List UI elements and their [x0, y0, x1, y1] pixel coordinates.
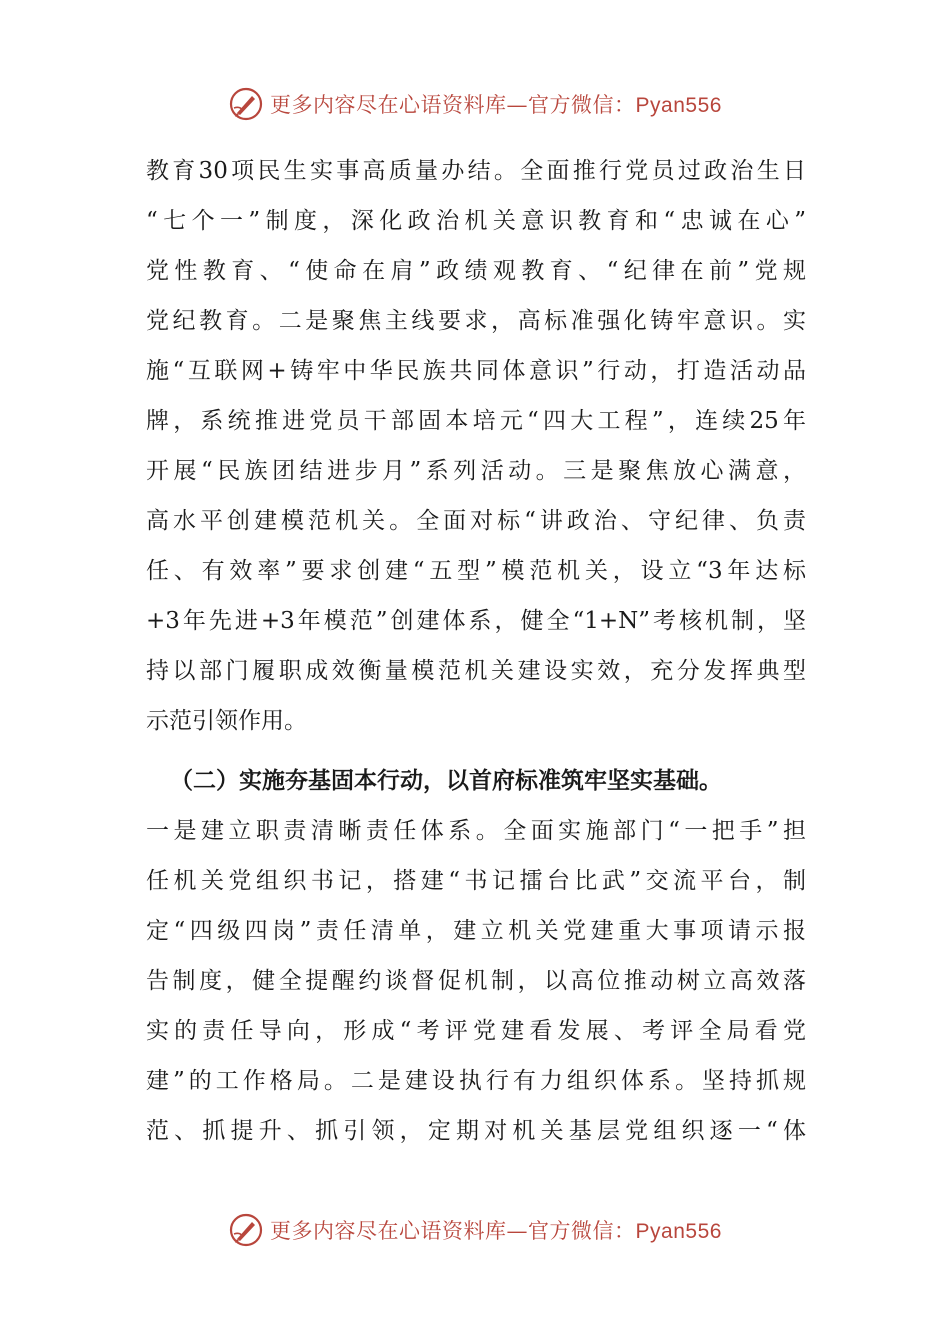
- paragraph-2: [146, 806, 806, 1156]
- paragraph-1: [146, 146, 806, 746]
- footer-banner-dash: —: [506, 1219, 529, 1243]
- footer-banner-wechat: 官方微信：Pyan556: [528, 1220, 722, 1243]
- text-line: 党性教育、“使命在肩”政绩观教育、“纪律在前”党规: [146, 258, 806, 284]
- header-banner-wechat: 官方微信：Pyan556: [528, 94, 722, 117]
- header-banner-title: 更多内容尽在心语资料库: [270, 93, 507, 117]
- text-line: 定“四级四岗”责任清单，建立机关党建重大事项请示报: [146, 918, 806, 944]
- text-line: 教育30项民生实事高质量办结。全面推行党员过政治生日: [146, 158, 806, 184]
- text-line: 施“互联网+铸牢中华民族共同体意识”行动，打造活动品: [146, 358, 806, 384]
- text-line: 一是建立职责清晰责任体系。全面实施部门“一把手”担: [146, 818, 806, 844]
- header-banner: [0, 82, 950, 126]
- header-banner-dash: —: [506, 93, 529, 117]
- text-line: “七个一”制度，深化政治机关意识教育和“忠诚在心”: [146, 208, 806, 234]
- text-line: 党纪教育。二是聚焦主线要求，高标准强化铸牢意识。实: [146, 308, 806, 334]
- text-line: 开展“民族团结进步月”系列活动。三是聚焦放心满意，: [146, 458, 806, 484]
- text-line: 牌，系统推进党员干部固本培元“四大工程”，连续25年: [146, 408, 806, 434]
- footer-banner-text: [270, 1215, 722, 1245]
- footer-banner-title: 更多内容尽在心语资料库: [270, 1219, 507, 1243]
- text-line: 任机关党组织书记，搭建“书记擂台比武”交流平台，制: [146, 868, 806, 894]
- text-line: 告制度，健全提醒约谈督促机制，以高位推动树立高效落: [146, 968, 806, 994]
- text-line: 示范引领作用。: [146, 708, 307, 734]
- pen-logo-icon: [228, 1212, 264, 1248]
- section-heading: （二）实施夯基固本行动，以首府标准筑牢坚实基础。: [170, 767, 722, 794]
- text-line: +3年先进+3年模范”创建体系，健全“1+N”考核机制，坚: [146, 608, 806, 634]
- pen-logo-icon: [228, 86, 264, 122]
- text-line: 持以部门履职成效衡量模范机关建设实效，充分发挥典型: [146, 658, 806, 684]
- footer-banner: [0, 1208, 950, 1252]
- text-line: 范、抓提升、抓引领，定期对机关基层党组织逐一“体: [146, 1118, 806, 1144]
- header-banner-text: [270, 89, 722, 119]
- text-line: 建”的工作格局。二是建设执行有力组织体系。坚持抓规: [146, 1068, 806, 1094]
- text-line: 任、有效率”要求创建“五型”模范机关，设立“3年达标: [146, 558, 806, 584]
- text-line: 高水平创建模范机关。全面对标“讲政治、守纪律、负责: [146, 508, 806, 534]
- text-line: 实的责任导向，形成“考评党建看发展、考评全局看党: [146, 1018, 806, 1044]
- document-body: [146, 146, 806, 1156]
